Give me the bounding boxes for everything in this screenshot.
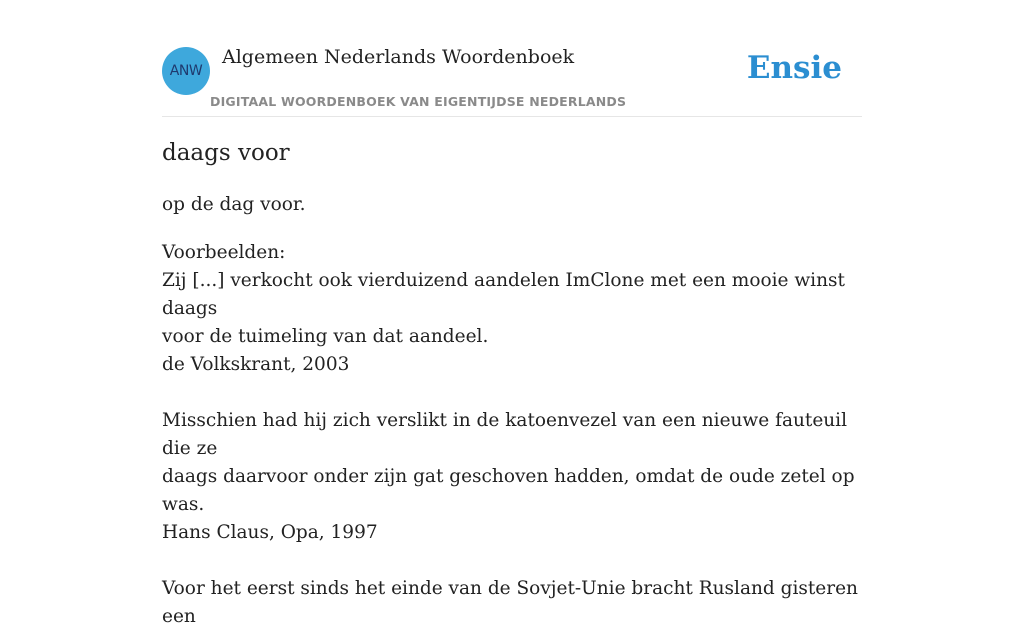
entry-definition: op de dag voor. xyxy=(162,194,306,215)
examples-label: Voorbeelden: xyxy=(162,242,286,263)
anw-logo[interactable] xyxy=(162,47,210,95)
anw-logo-text: ANW xyxy=(169,63,203,79)
examples-section xyxy=(162,239,862,631)
entry-headword: daags voor xyxy=(162,140,290,166)
site-header xyxy=(162,0,862,117)
ensie-brand-link[interactable]: Ensie xyxy=(746,50,842,86)
example-quote-line: Voor het eerst sinds het einde van de Sovjet-Unie bracht Rusland gisteren een xyxy=(162,578,858,627)
example-source: Hans Claus, Opa, 1997 xyxy=(162,522,378,543)
example-quote-line: Zij [...] verkocht ook vierduizend aandelen ImClone met een mooie winst daags xyxy=(162,270,845,319)
example-quote-line: Misschien had hij zich verslikt in de katoenvezel van een nieuwe fauteuil die ze xyxy=(162,410,848,459)
example-quote-line: voor de tuimeling van dat aandeel. xyxy=(162,326,489,347)
spacer xyxy=(162,547,862,575)
page xyxy=(162,0,862,627)
site-subtitle: DIGITAAL WOORDENBOEK VAN EIGENTIJDSE NEDERLANDS xyxy=(210,94,627,109)
example-quote-line: daags daarvoor onder zijn gat geschoven hadden, omdat de oude zetel op was. xyxy=(162,466,855,515)
example-item xyxy=(162,267,862,379)
spacer xyxy=(162,379,862,407)
site-title[interactable]: Algemeen Nederlands Woordenboek xyxy=(222,46,575,68)
example-item xyxy=(162,575,862,631)
example-source: de Volkskrant, 2003 xyxy=(162,354,350,375)
example-item xyxy=(162,407,862,547)
